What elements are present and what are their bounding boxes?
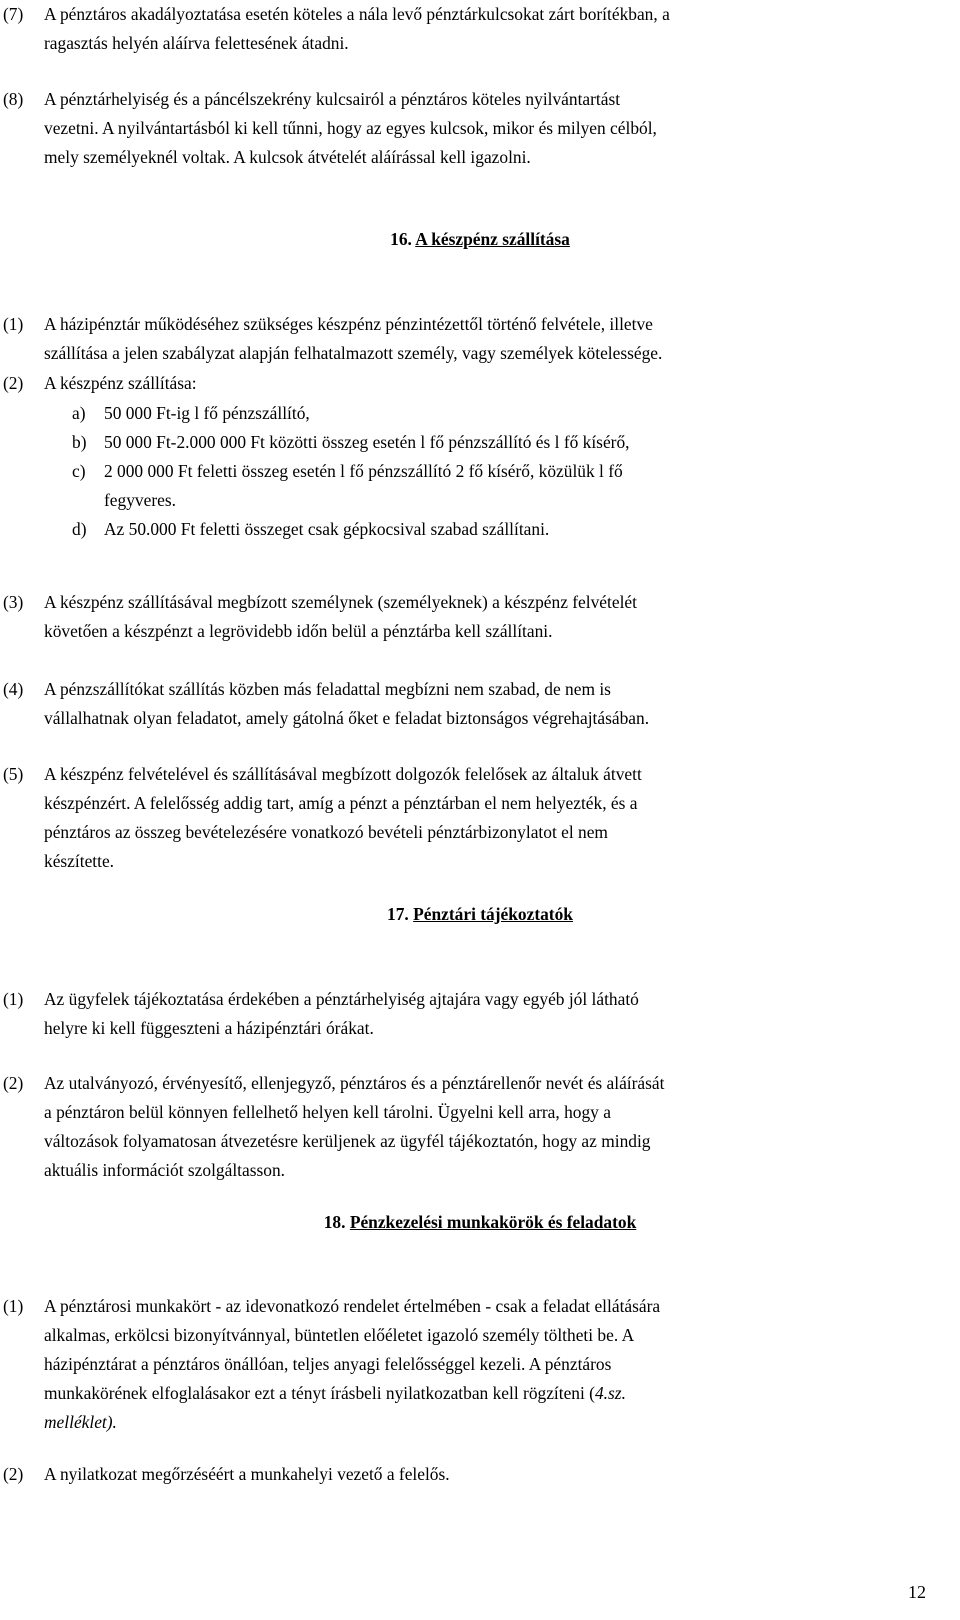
list-label: b) [72, 432, 87, 452]
section-16-paragraph-2 [3, 369, 923, 398]
list-item [72, 428, 924, 457]
paragraph-line: A pénzszállítókat szállítás közben más feladattal megbízni nem szabad, de nem is [44, 679, 611, 699]
section-title: Pénzkezelési munkakörök és feladatok [349, 1212, 637, 1232]
paragraph-number: (3) [3, 592, 24, 612]
paragraph-number: (1) [3, 1296, 24, 1316]
attachment-reference-end: melléklet). [44, 1412, 117, 1432]
paragraph-line: változások folyamatosan átvezetésre kerüljenek az ügyfél tájékoztatón, hogy az mindig [44, 1131, 651, 1151]
paragraph-line: helyre ki kell függeszteni a házipénztári órákat. [44, 1018, 374, 1038]
paragraph-line [3, 1408, 923, 1437]
paragraph-line: Az utalványozó, érvényesítő, ellenjegyző, pénztáros és a pénztárellenőr nevét és aláírását [44, 1073, 665, 1093]
section-16-paragraph-1 [3, 310, 923, 368]
section-16-paragraph-5 [3, 760, 923, 876]
section-18-paragraph-2 [3, 1460, 923, 1489]
section-17-paragraph-2 [3, 1069, 923, 1185]
paragraph-line: alkalmas, erkölcsi bizonyítvánnyal, büntetlen előéletet igazoló személy töltheti be. A [44, 1325, 635, 1345]
section-18-paragraph-1 [3, 1292, 923, 1437]
paragraph-line: házipénztárat a pénztáros önállóan, teljes anyagi felelősséggel kezeli. A pénztáros [44, 1354, 612, 1374]
transport-rules-list [72, 399, 924, 544]
paragraph-line: követően a készpénzt a legrövidebb időn belül a pénztárba kell szállítani. [44, 621, 553, 641]
paragraph-line: készpénzért. A felelősség addig tart, amíg a pénzt a pénztárban el nem helyezték, és a [44, 793, 638, 813]
list-label: a) [72, 403, 86, 423]
paragraph-line: vezetni. A nyilvántartásból ki kell tűnni, hogy az egyes kulcsok, mikor és milyen célból, [44, 118, 657, 138]
section-heading-18 [0, 1208, 960, 1237]
paragraph-line: A készpénz szállításával megbízott személynek (személyeknek) a készpénz felvételét [44, 592, 637, 612]
paragraph-line-text: munkakörének elfoglalásakor ezt a tényt írásbeli nyilatkozatban kell rögzíteni ( [44, 1383, 595, 1403]
paragraph-line: A pénztáros akadályoztatása esetén köteles a nála levő pénztárkulcsokat zárt borítékban, a [44, 4, 670, 24]
page-number: 12 [908, 1582, 926, 1602]
list-text: 50 000 Ft-2.000 000 Ft közötti összeg esetén l fő pénzszállító és l fő kísérő, [104, 432, 630, 452]
paragraph-intro: A készpénz szállítása: [44, 373, 197, 393]
list-text-continuation: fegyveres. [104, 490, 176, 510]
section-17-paragraph-1 [3, 985, 923, 1043]
paragraph-line: A nyilatkozat megőrzéséért a munkahelyi vezető a felelős. [44, 1464, 450, 1484]
section-number: 16. [390, 229, 412, 249]
paragraph-line: ragasztás helyén aláírva felettesének átadni. [44, 33, 349, 53]
paragraph-8 [3, 85, 923, 172]
attachment-reference: 4.sz. [594, 1383, 626, 1403]
paragraph-line: pénztáros az összeg bevételezésére vonatkozó bevételi pénztárbizonylatot el nem [44, 822, 608, 842]
paragraph-line: A készpénz felvételével és szállításával megbízott dolgozók felelősek az általuk átvett [44, 764, 642, 784]
section-title: A készpénz szállítása [415, 229, 570, 249]
paragraph-line: aktuális információt szolgáltasson. [44, 1160, 285, 1180]
section-16-paragraph-4 [3, 675, 923, 733]
list-item [72, 399, 924, 428]
list-item [72, 457, 924, 515]
paragraph-number: (7) [3, 4, 24, 24]
section-number: 18. [323, 1212, 346, 1232]
paragraph-line: készítette. [44, 851, 115, 871]
paragraph-line: vállalhatnak olyan feladatot, amely gátolná őket e feladat biztonságos végrehajtásában. [44, 708, 650, 728]
list-label: d) [72, 519, 87, 539]
paragraph-number: (1) [3, 314, 24, 334]
paragraph-line: mely személyeknél voltak. A kulcsok átvételét aláírással kell igazolni. [44, 147, 531, 167]
paragraph-number: (5) [3, 764, 24, 784]
section-16-paragraph-3 [3, 588, 923, 646]
section-heading-17 [0, 900, 960, 929]
list-item [72, 515, 924, 544]
paragraph-number: (2) [3, 1073, 24, 1093]
paragraph-line: szállítása a jelen szabályzat alapján felhatalmazott személy, vagy személyek kötelessége. [44, 343, 663, 363]
paragraph-number: (4) [3, 679, 24, 699]
paragraph-number: (1) [3, 989, 24, 1009]
paragraph-line [3, 1379, 923, 1408]
paragraph-line: Az ügyfelek tájékoztatása érdekében a pénztárhelyiség ajtajára vagy egyéb jól látható [44, 989, 639, 1009]
paragraph-7 [3, 0, 923, 58]
section-number: 17. [387, 904, 409, 924]
list-text: Az 50.000 Ft feletti összeget csak gépkocsival szabad szállítani. [104, 519, 550, 539]
paragraph-number: (2) [3, 1464, 24, 1484]
list-label: c) [72, 461, 86, 481]
section-heading-16 [0, 225, 960, 254]
paragraph-number: (2) [3, 373, 24, 393]
paragraph-number: (8) [3, 89, 24, 109]
paragraph-line: A pénztárhelyiség és a páncélszekrény kulcsairól a pénztáros köteles nyilvántartást [44, 89, 621, 109]
list-text: 50 000 Ft-ig l fő pénzszállító, [104, 403, 310, 423]
paragraph-line: A házipénztár működéséhez szükséges készpénz pénzintézettől történő felvétele, illetve [44, 314, 653, 334]
paragraph-line: A pénztárosi munkakört - az idevonatkozó rendelet értelmében - csak a feladat ellátására [44, 1296, 661, 1316]
section-title: Pénztári tájékoztatók [413, 904, 573, 924]
list-text: 2 000 000 Ft feletti összeg esetén l fő pénzszállító 2 fő kísérő, közülük l fő [104, 461, 623, 481]
paragraph-line: a pénztáron belül könnyen fellelhető helyen kell tárolni. Ügyelni kell arra, hogy a [44, 1102, 611, 1122]
